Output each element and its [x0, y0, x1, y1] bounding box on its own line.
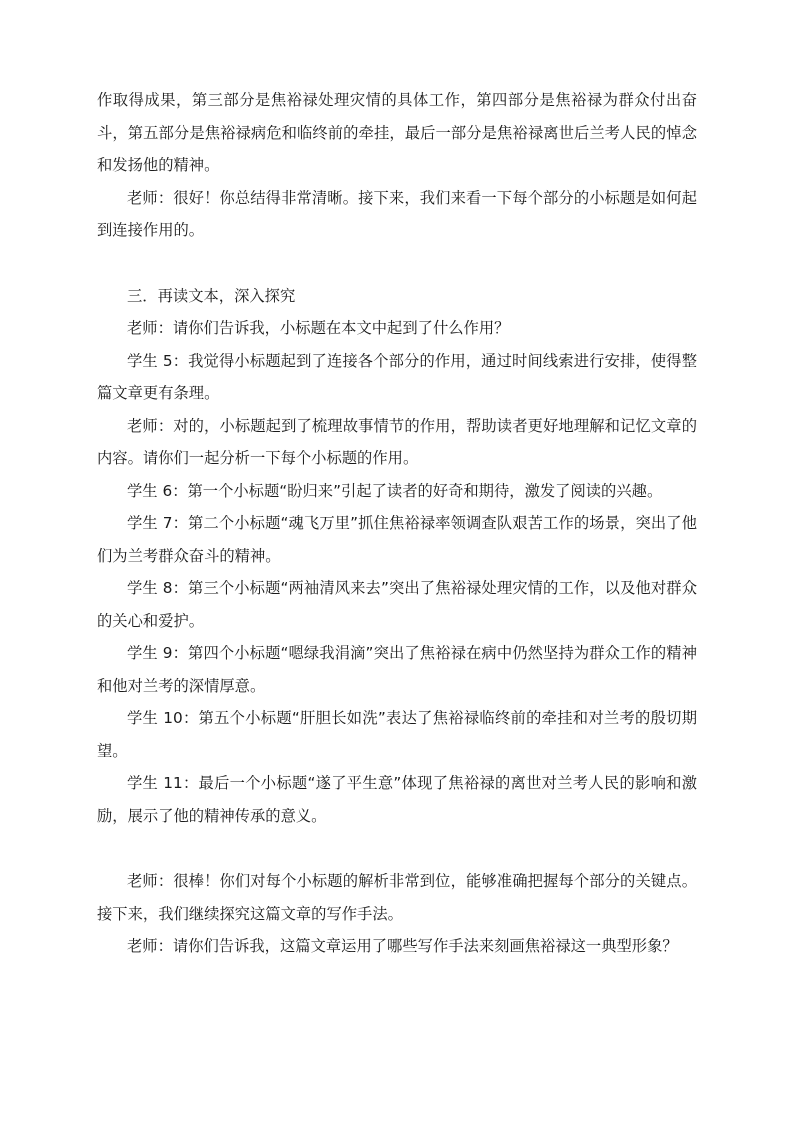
section-heading: 三．再读文本，深入探究: [127, 286, 296, 305]
paragraph-student-8: 学生 8：第三个小标题“两袖清风来去”突出了焦裕禄处理灾情的工作，以及他对群众的关心和爱护。: [97, 579, 697, 630]
paragraph-teacher-question: 老师：请你们告诉我，小标题在本文中起到了什么作用？: [127, 319, 510, 337]
paragraph-student-6: 学生 6：第一个小标题“盼归来”引起了读者的好奇和期待，激发了阅读的兴趣。: [127, 481, 663, 500]
paragraph-student-9: 学生 9：第四个小标题“嗯绿我涓滴”突出了焦裕禄在病中仍然坚持为群众工作的精神和他对兰考的深情厚意。: [97, 644, 697, 695]
paragraph-teacher-reply: 老师：对的，小标题起到了梳理故事情节的作用，帮助读者更好地理解和记忆文章的内容。请你们一起分析一下每个小标题的作用。: [97, 416, 697, 467]
paragraph-teacher-praise: 老师：很好！你总结得非常清晰。接下来，我们来看一下每个部分的小标题是如何起到连接作用的。: [97, 188, 697, 239]
paragraph-teacher-great: 老师：很棒！你们对每个小标题的解析非常到位，能够准确把握每个部分的关键点。接下来，我们继续探究这篇文章的写作手法。: [97, 872, 697, 923]
paragraph-summary-continued: 作取得成果，第三部分是焦裕禄处理灾情的具体工作，第四部分是焦裕禄为群众付出奋斗，第五部分是焦裕禄病危和临终前的牵挂，最后一部分是焦裕禄离世后兰考人民的悼念和发扬他的精神。: [97, 91, 697, 174]
spacer: [97, 832, 697, 865]
paragraph-student-10: 学生 10：第五个小标题“肝胆长如洗”表达了焦裕禄临终前的牵挂和对兰考的殷切期望。: [97, 709, 697, 760]
paragraph-student-11: 学生 11：最后一个小标题“遂了平生意”体现了焦裕禄的离世对兰考人民的影响和激励，展示了他的精神传承的意义。: [97, 774, 697, 825]
document-body: [97, 84, 697, 963]
paragraph-student-7: 学生 7：第二个小标题“魂飞万里”抓住焦裕禄率领调查队艰苦工作的场景，突出了他们为兰考群众奋斗的精神。: [97, 514, 697, 565]
paragraph-student-5: 学生 5：我觉得小标题起到了连接各个部分的作用，通过时间线索进行安排，使得整篇文章更有条理。: [97, 351, 697, 402]
spacer: [97, 247, 697, 280]
paragraph-teacher-final-question: 老师：请你们告诉我，这篇文章运用了哪些写作手法来刻画焦裕禄这一典型形象？: [127, 937, 678, 955]
